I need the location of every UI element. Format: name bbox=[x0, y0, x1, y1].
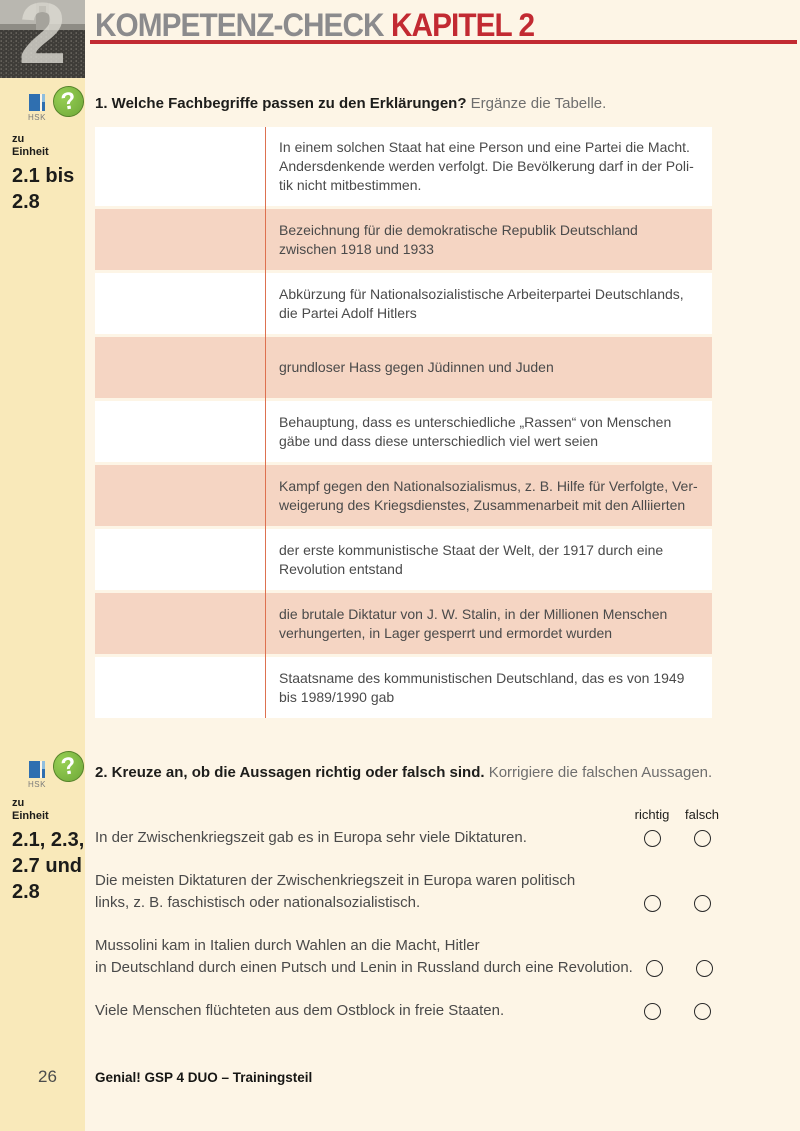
explanation-line: verhungerten, in Lager gesperrt und ermordet wurden bbox=[279, 624, 613, 641]
explanation-cell bbox=[265, 594, 712, 654]
table-row bbox=[95, 657, 712, 718]
statement-line: Die meisten Diktaturen der Zwischenkriegszeit in Europa waren politisch bbox=[95, 872, 576, 889]
explanation-line: zwischen 1918 und 1933 bbox=[279, 240, 434, 257]
explanation-cell bbox=[265, 402, 712, 462]
answer-options bbox=[630, 830, 724, 849]
exercise1-title-bold: 1. Welche Fachbegriffe passen zu den Erklärungen? bbox=[95, 95, 467, 112]
table-row bbox=[95, 337, 712, 398]
unit-range-line: 2.1 bis bbox=[12, 165, 75, 187]
radio-richtig[interactable] bbox=[644, 895, 661, 912]
statement-line: In der Zwischenkriegszeit gab es in Europa sehr viele Diktaturen. bbox=[95, 829, 527, 846]
statement-line: in Deutschland durch einen Putsch und Lenin in Russland durch eine Revolution. bbox=[95, 959, 633, 976]
unit-range-line: 2.8 bbox=[12, 881, 40, 903]
explanation-cell bbox=[265, 530, 712, 590]
answer-blank-cell[interactable] bbox=[95, 337, 265, 398]
hsk-logo bbox=[26, 761, 48, 789]
explanation-line: Bezeichnung für die demokratische Republik Deutschland bbox=[279, 221, 638, 238]
statement-row bbox=[95, 827, 724, 849]
fachbegriffe-table bbox=[95, 127, 712, 718]
explanation-line: bis 1989/1990 gab bbox=[279, 688, 395, 705]
answer-blank-cell[interactable] bbox=[95, 657, 265, 718]
chapter-number-overlay: 2 bbox=[18, 0, 67, 78]
zu-label: zu bbox=[12, 133, 25, 145]
radio-richtig[interactable] bbox=[646, 960, 663, 977]
explanation-line: In einem solchen Staat hat eine Person und eine Partei die Macht. bbox=[279, 139, 690, 155]
hsk-label: HSK bbox=[28, 113, 46, 122]
title-kapitel: KAPITEL 2 bbox=[390, 7, 535, 43]
radio-falsch[interactable] bbox=[696, 960, 713, 977]
statement-text bbox=[95, 935, 633, 979]
unit-range-line: 2.1, 2.3, bbox=[12, 829, 85, 851]
chapter-photo bbox=[0, 0, 85, 78]
explanation-line: die Partei Adolf Hitlers bbox=[279, 304, 417, 321]
hsk-logo bbox=[26, 94, 48, 122]
explanation-cell bbox=[265, 466, 712, 526]
radio-richtig[interactable] bbox=[644, 1003, 661, 1020]
answer-blank-cell[interactable] bbox=[95, 209, 265, 270]
explanation-cell bbox=[265, 658, 712, 718]
page-number: 26 bbox=[38, 1067, 57, 1086]
table-row bbox=[95, 401, 712, 462]
explanation-line: Behauptung, dass es unterschiedliche „Rassen“ von Menschen bbox=[279, 413, 672, 430]
explanation-cell bbox=[265, 274, 712, 334]
statements-list bbox=[95, 827, 724, 1022]
exercise2-title bbox=[95, 764, 712, 781]
statement-row bbox=[95, 935, 724, 979]
einheit-label: Einheit bbox=[12, 810, 49, 822]
radio-falsch[interactable] bbox=[694, 830, 711, 847]
answer-blank-cell[interactable] bbox=[95, 273, 265, 334]
exercise1-title-regular: Ergänze die Tabelle. bbox=[466, 95, 607, 112]
statement-text bbox=[95, 870, 630, 914]
explanation-line: Staatsname des kommunistischen Deutschland, das es von 1949 bbox=[279, 669, 685, 686]
answer-blank-cell[interactable] bbox=[95, 593, 265, 654]
statement-text bbox=[95, 827, 630, 849]
explanation-line: tik nicht mitbestimmen. bbox=[279, 177, 422, 193]
table-row bbox=[95, 209, 712, 270]
radio-falsch[interactable] bbox=[694, 895, 711, 912]
unit-range-line: 2.8 bbox=[12, 191, 40, 213]
question-icon: ? bbox=[51, 749, 87, 785]
explanation-cell bbox=[265, 210, 712, 270]
answer-options bbox=[630, 1003, 724, 1022]
question-icon: ? bbox=[51, 84, 87, 120]
table-row bbox=[95, 593, 712, 654]
statement-text bbox=[95, 1000, 630, 1022]
unit-range-line: 2.7 und bbox=[12, 855, 83, 877]
unit-reference-1 bbox=[12, 133, 74, 215]
table-row bbox=[95, 273, 712, 334]
answer-blank-cell[interactable] bbox=[95, 401, 265, 462]
statement-line: links, z. B. faschistisch oder nationalsozialistisch. bbox=[95, 894, 421, 911]
radio-richtig[interactable] bbox=[644, 830, 661, 847]
explanation-line: Andersdenkende werden verfolgt. Die Bevölkerung darf in der Poli- bbox=[279, 158, 694, 174]
richtig-column-header: richtig bbox=[634, 807, 670, 822]
answer-blank-cell[interactable] bbox=[95, 529, 265, 590]
falsch-column-header: falsch bbox=[685, 807, 719, 822]
statement-row bbox=[95, 1000, 724, 1022]
explanation-line: die brutale Diktatur von J. W. Stalin, in der Millionen Menschen bbox=[279, 605, 668, 622]
table-row bbox=[95, 465, 712, 526]
explanation-cell bbox=[265, 347, 712, 388]
explanation-line: gäbe und dass diese unterschiedlich viel wert seien bbox=[279, 432, 599, 449]
unit-reference-2 bbox=[12, 797, 84, 905]
explanation-line: Revolution entstand bbox=[279, 560, 403, 577]
exercise2-title-bold: 2. Kreuze an, ob die Aussagen richtig oder falsch sind. bbox=[95, 764, 485, 781]
explanation-cell bbox=[265, 127, 712, 206]
title-kompetenz-check: KOMPETENZ-CHECK bbox=[95, 7, 391, 43]
answer-options bbox=[633, 960, 727, 979]
explanation-line: der erste kommunistische Staat der Welt, der 1917 durch eine bbox=[279, 541, 664, 558]
statement-line: Viele Menschen flüchteten aus dem Ostblock in freie Staaten. bbox=[95, 1002, 505, 1019]
explanation-line: grundloser Hass gegen Jüdinnen und Juden bbox=[279, 359, 554, 375]
footer-text: Genial! GSP 4 DUO – Trainingsteil bbox=[95, 1070, 313, 1085]
statement-line: Mussolini kam in Italien durch Wahlen an die Macht, Hitler bbox=[95, 937, 480, 954]
exercise1-title bbox=[95, 95, 606, 112]
explanation-line: weigerung des Kriegsdienstes, Zusammenarbeit mit den Alliierten bbox=[279, 496, 686, 513]
statement-row bbox=[95, 870, 724, 914]
answer-blank-cell[interactable] bbox=[95, 127, 265, 206]
hsk-logo-icon bbox=[29, 94, 45, 111]
explanation-line: Kampf gegen den Nationalsozialismus, z. B. Hilfe für Verfolgte, Ver- bbox=[279, 477, 698, 494]
answer-blank-cell[interactable] bbox=[95, 465, 265, 526]
hsk-label: HSK bbox=[28, 780, 46, 789]
hsk-logo-icon bbox=[29, 761, 45, 778]
answer-options bbox=[630, 895, 724, 914]
page-title bbox=[95, 7, 534, 44]
einheit-label: Einheit bbox=[12, 146, 49, 158]
table-column-divider bbox=[265, 127, 266, 718]
answer-column-headers bbox=[630, 807, 724, 822]
radio-falsch[interactable] bbox=[694, 1003, 711, 1020]
zu-label: zu bbox=[12, 797, 25, 809]
table-row bbox=[95, 127, 712, 206]
table-row bbox=[95, 529, 712, 590]
explanation-line: Abkürzung für Nationalsozialistische Arbeiterpartei Deutschlands, bbox=[279, 285, 684, 302]
exercise2-title-regular: Korrigiere die falschen Aussagen. bbox=[484, 764, 713, 781]
